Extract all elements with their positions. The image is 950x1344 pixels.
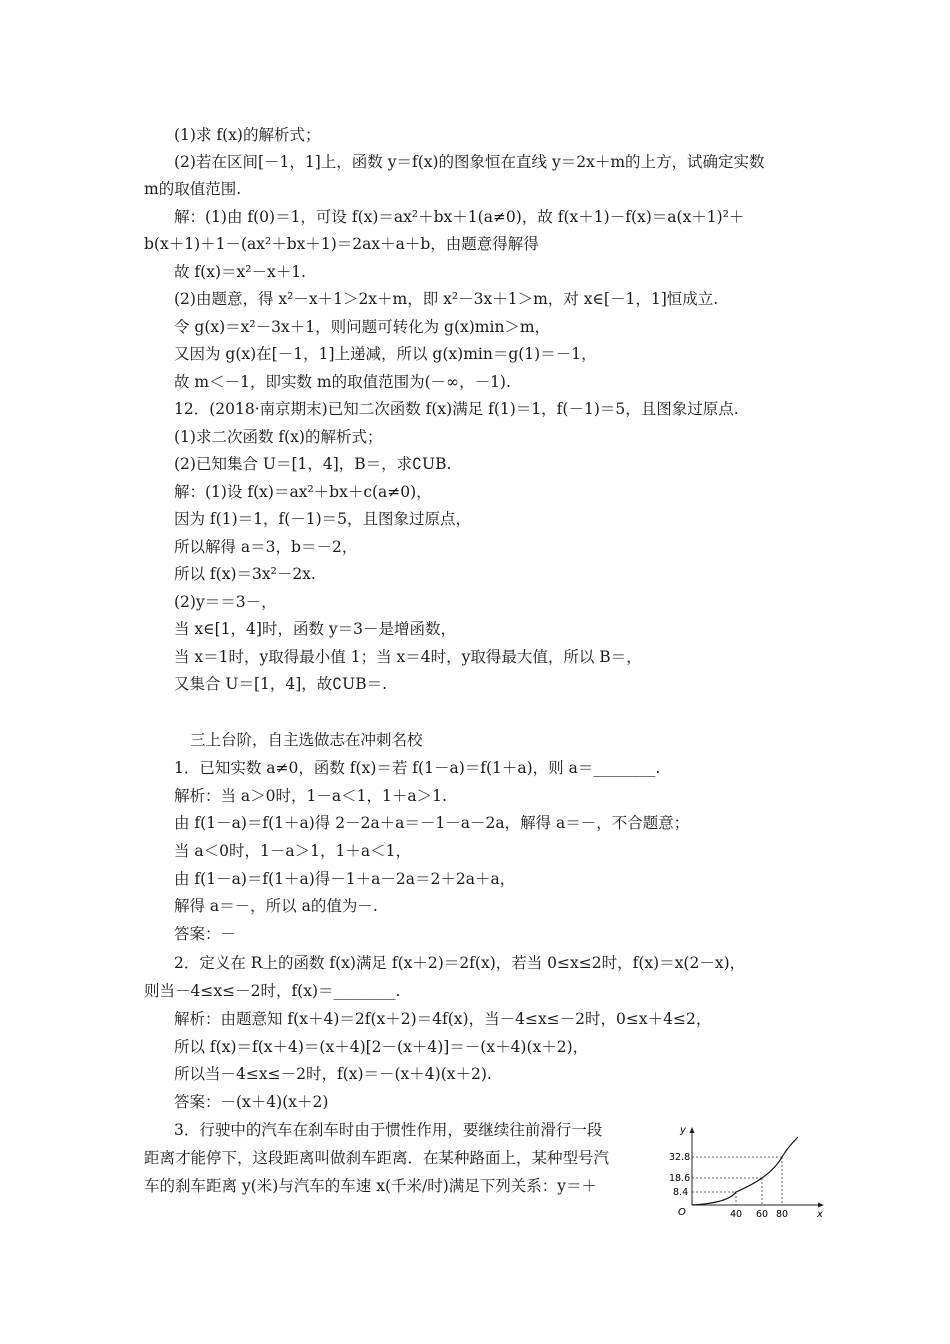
text-line: 当 a＜0时，1－a＞1，1＋a＜1， [174,842,411,860]
text-line: m的取值范围. [144,180,242,198]
problem-2-line: 2．定义在 R上的函数 f(x)满足 f(x＋2)＝2f(x)，若当 0≤x≤2时，f(x)＝x(2－x)， [174,954,746,972]
text-line: 由 f(1－a)＝f(1＋a)得 2－2a＋a＝－1－a－2a，解得 a＝－，不合题意； [174,814,690,832]
x-axis-label: x [817,1209,823,1220]
y-tick-label: 18.6 [669,1173,691,1184]
y-tick-label: 32.8 [669,1152,691,1163]
answer-line: 答案：－(x＋4)(x＋2) [174,1093,329,1111]
text-line: 距离才能停下，这段距离叫做刹车距离．在某种路面上，某种型号汽 [144,1149,610,1167]
x-tick-label: 40 [730,1209,743,1220]
dashed-guides [692,1157,782,1205]
answer-line: 答案：－ [174,925,237,943]
origin-label: O [678,1207,686,1218]
text-line: 解：(1)设 f(x)＝ax²＋bx＋c(a≠0)， [174,483,432,501]
text-line: (2)已知集合 U＝[1，4]，B＝，求∁UB. [174,455,452,473]
text-line: (2)y＝＝3－， [174,593,277,611]
text-line: 则当－4≤x≤－2时，f(x)＝________. [144,982,401,1000]
text-line: 故 m＜－1，即实数 m的取值范围为(－∞，－1). [174,373,511,391]
x-axis-arrow-icon [818,1203,824,1208]
text-line: 令 g(x)＝x²－3x＋1，则问题可转化为 g(x)min＞m， [174,318,551,336]
y-tick-label: 8.4 [673,1187,689,1198]
section-heading: 三上台阶，自主选做志在冲刺名校 [190,731,423,749]
text-line: (2)若在区间[－1，1]上，函数 y＝f(x)的图象恒在直线 y＝2x＋m的上方，试确定实数 [174,153,765,171]
text-line: 车的刹车距离 y(米)与汽车的车速 x(千米/时)满足下列关系：y＝＋ [144,1177,598,1195]
braking-distance-graph [668,1123,828,1223]
text-line: 又集合 U＝[1，4]，故∁UB＝. [174,675,388,693]
text-line: 又因为 g(x)在[－1，1]上递减，所以 g(x)min＝g(1)＝－1， [174,345,597,363]
text-line: 当 x∈[1，4]时，函数 y＝3－是增函数， [174,620,457,638]
text-line: 所以 f(x)＝f(x＋4)＝(x＋4)[2－(x＋4)]＝－(x＋4)(x＋2)， [174,1038,589,1056]
text-line: 解析：由题意知 f(x＋4)＝2f(x＋2)＝4f(x)，当－4≤x≤－2时，0≤x＋4≤2， [174,1010,712,1028]
x-tick-label: 60 [756,1209,769,1220]
text-line: 因为 f(1)＝1，f(－1)＝5，且图象过原点， [174,510,472,528]
text-line: 所以解得 a＝3，b＝－2， [174,538,358,556]
text-line: 当 x＝1时，y取得最小值 1；当 x＝4时，y取得最大值，所以 B＝， [174,648,642,666]
x-tick-label: 80 [776,1209,789,1220]
text-line: 解析：当 a＞0时，1－a＜1，1＋a＞1. [174,787,447,805]
text-line: b(x＋1)＋1－(ax²＋bx＋1)＝2ax＋a＋b，由题意得解得 [144,235,539,253]
problem-1-line: 1．已知实数 a≠0，函数 f(x)＝若 f(1－a)＝f(1＋a)，则 a＝________. [174,759,661,777]
text-line: (1)求二次函数 f(x)的解析式； [174,428,383,446]
text-line: 解：(1)由 f(0)＝1，可设 f(x)＝ax²＋bx＋1(a≠0)，故 f(x＋1)－f(x)＝a(x＋1)²＋ [174,208,745,226]
problem-12-line: 12．(2018·南京期末)已知二次函数 f(x)满足 f(1)＝1，f(－1)＝5，且图象过原点. [174,400,739,418]
y-axis-arrow-icon [690,1127,695,1133]
text-line: 所以 f(x)＝3x²－2x. [174,565,316,583]
text-line: 解得 a＝－，所以 a的值为－. [174,897,378,915]
text-line: (2)由题意，得 x²－x＋1＞2x＋m，即 x²－3x＋1＞m，对 x∈[－1，1]恒成立. [174,290,719,308]
text-line: 由 f(1－a)＝f(1＋a)得－1＋a－2a＝2＋2a＋a， [174,870,516,888]
y-axis-label: y [680,1125,686,1136]
text-line: 故 f(x)＝x²－x＋1. [174,263,306,281]
text-line: 所以当－4≤x≤－2时，f(x)＝－(x＋4)(x＋2). [174,1065,492,1083]
problem-3-line: 3．行驶中的汽车在刹车时由于惯性作用，要继续往前滑行一段 [174,1121,603,1139]
text-line: (1)求 f(x)的解析式； [174,126,321,144]
